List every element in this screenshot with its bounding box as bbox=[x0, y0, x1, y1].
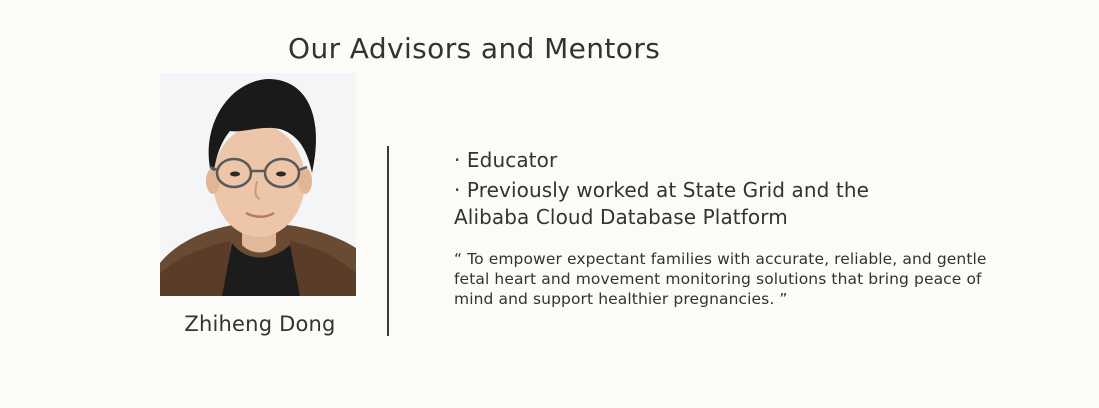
bio-bullet-experience-line2: Alibaba Cloud Database Platform bbox=[454, 205, 788, 229]
advisor-quote: “ To empower expectant families with accurate, reliable, and gentle fetal heart and movement monitoring solutions that bring peace of mind and support healthier pregnancies. ” bbox=[454, 250, 987, 308]
section-title: Our Advisors and Mentors bbox=[288, 32, 661, 65]
bio-bullet-experience-line1: · Previously worked at State Grid and the bbox=[454, 178, 870, 202]
bio-bullet-experience bbox=[454, 177, 1054, 231]
advisor-bio bbox=[454, 147, 1054, 309]
advisor-name: Zhiheng Dong bbox=[184, 312, 336, 336]
bio-bullet-educator: · Educator bbox=[454, 148, 558, 172]
advisor-photo bbox=[160, 73, 356, 296]
portrait-photo-icon bbox=[160, 73, 356, 296]
vertical-divider bbox=[387, 146, 389, 336]
